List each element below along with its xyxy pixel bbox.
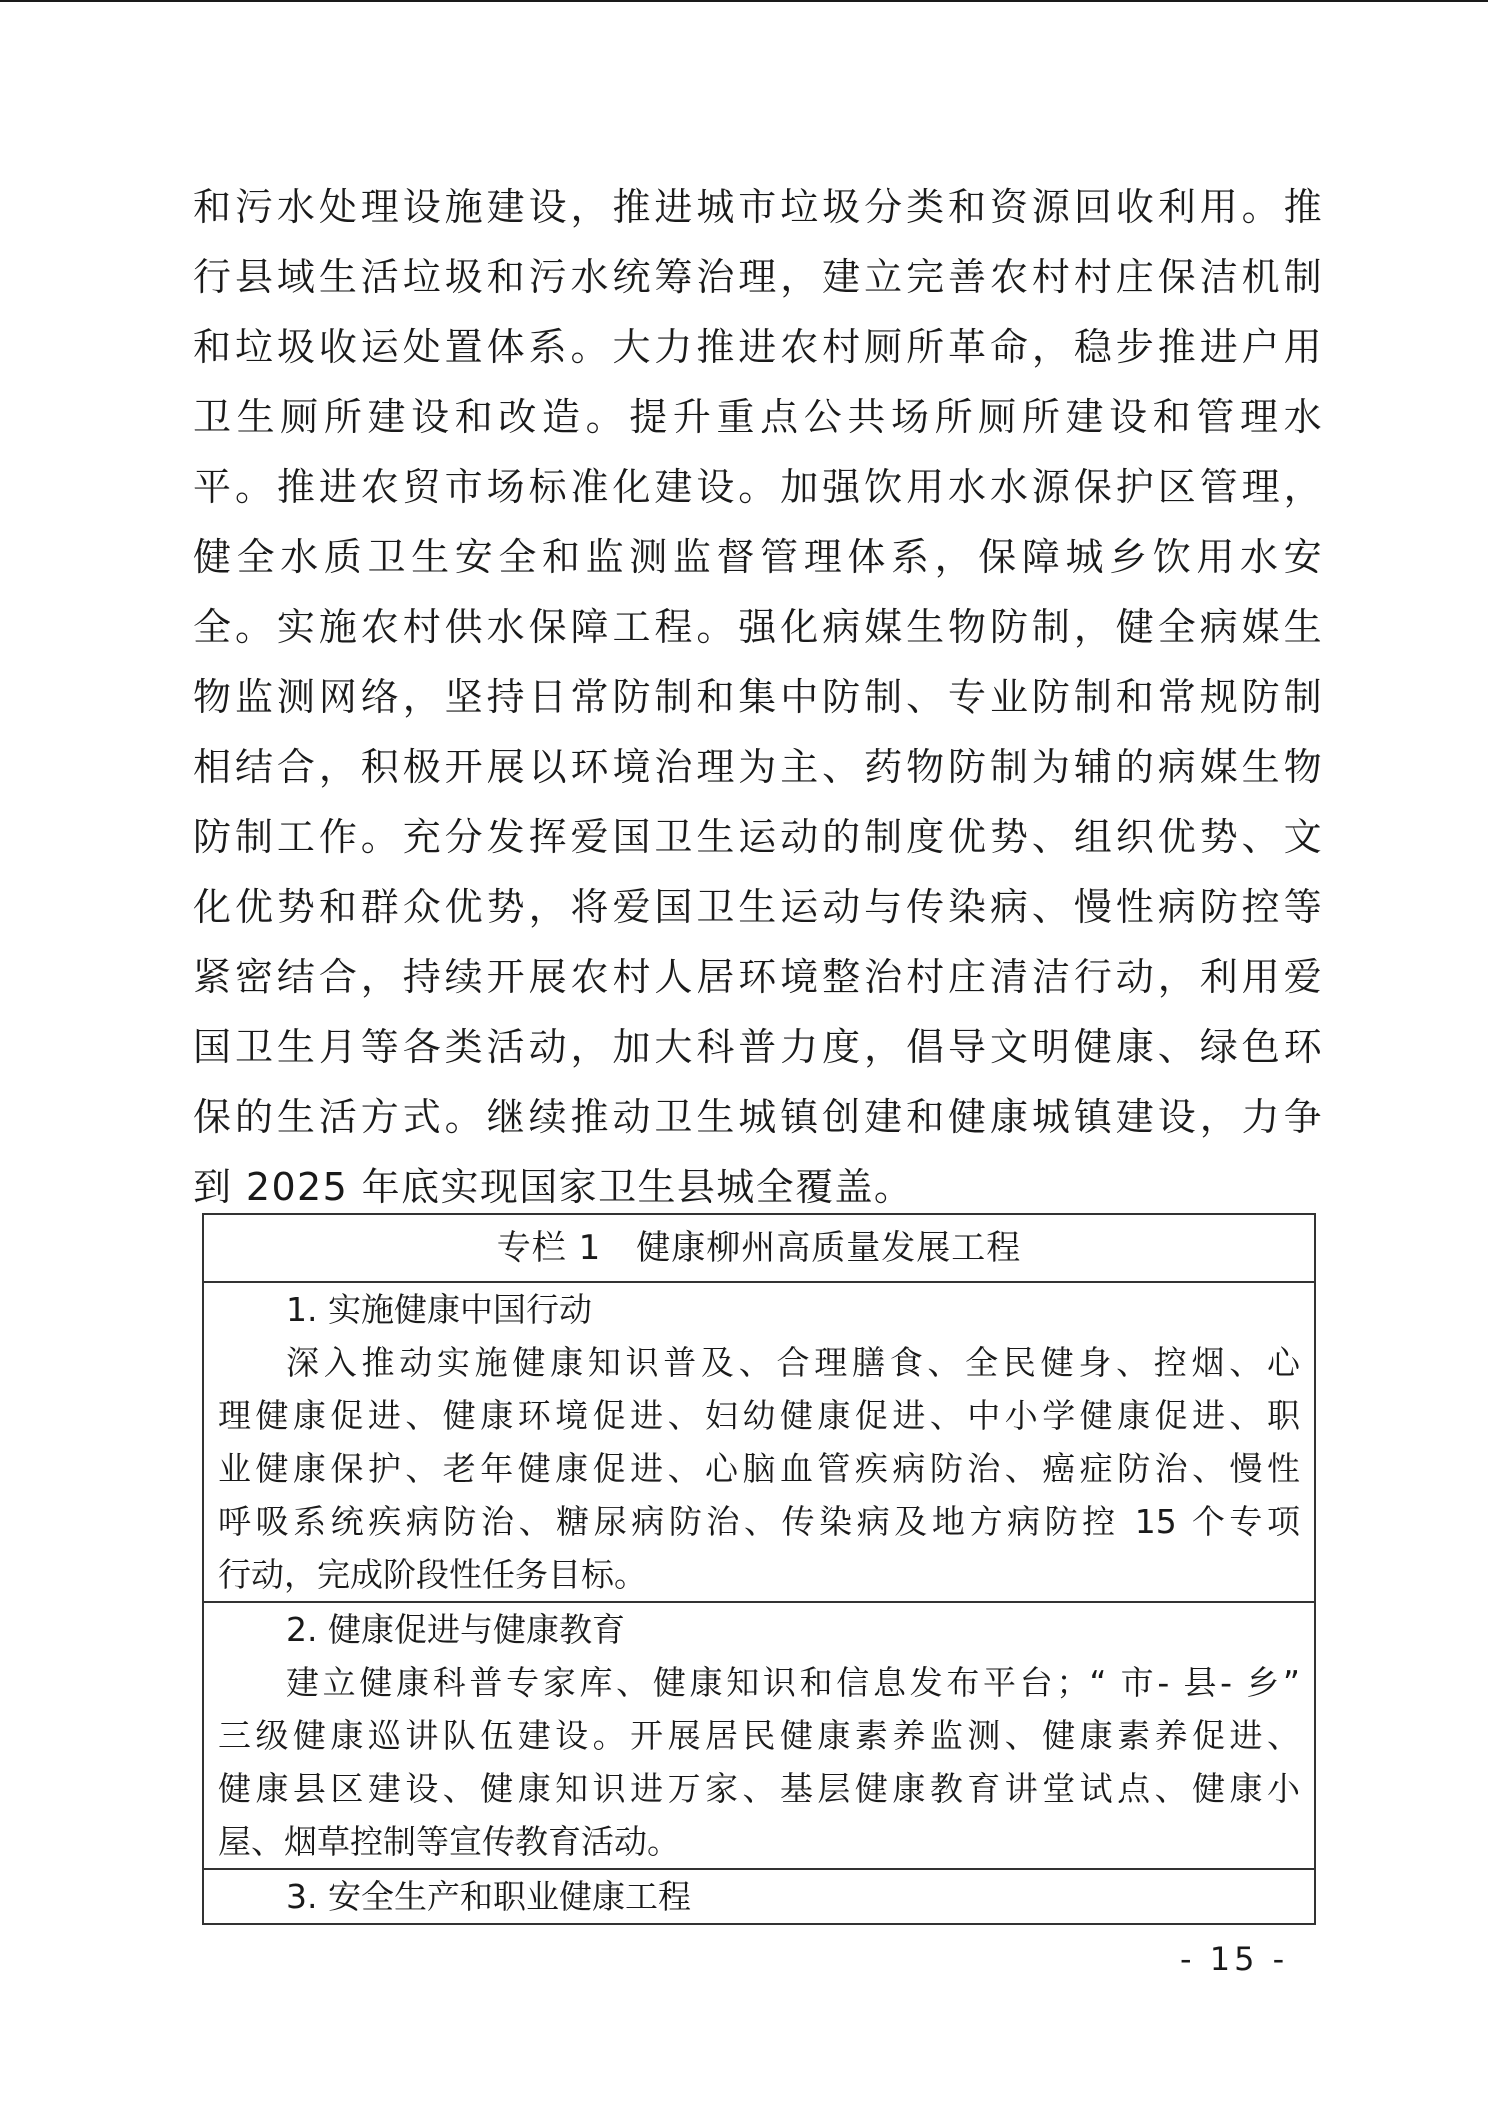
paragraph-line: 和污水处理设施建设，推进城市垃圾分类和资源回收利用。推 [193, 185, 1323, 229]
body-paragraph [193, 172, 1323, 1222]
section-line: 深入推动实施健康知识普及、合理膳食、全民健身、控烟、心 [286, 1343, 1300, 1382]
section-line: 行动，完成阶段性任务目标。 [218, 1555, 647, 1594]
paragraph-line: 物监测网络，坚持日常防制和集中防制、专业防制和常规防制 [193, 675, 1323, 719]
section-line: 屋、烟草控制等宣传教育活动。 [218, 1822, 680, 1861]
paragraph-line: 化优势和群众优势，将爱国卫生运动与传染病、慢性病防控等 [193, 885, 1323, 929]
section-line: 建立健康科普专家库、健康知识和信息发布平台；“ 市- 县- 乡” [286, 1663, 1300, 1702]
paragraph-line: 国卫生月等各类活动，加大科普力度，倡导文明健康、绿色环 [193, 1025, 1323, 1069]
paragraph-line: 防制工作。充分发挥爱国卫生运动的制度优势、组织优势、文 [193, 815, 1323, 859]
page-top-border [0, 0, 1488, 2]
section-heading: 3. 安全生产和职业健康工程 [286, 1877, 691, 1916]
section-heading: 1. 实施健康中国行动 [286, 1290, 592, 1329]
section-line: 三级健康巡讲队伍建设。开展居民健康素养监测、健康素养促进、 [218, 1716, 1300, 1755]
paragraph-line: 保的生活方式。继续推动卫生城镇创建和健康城镇建设，力争 [193, 1095, 1323, 1139]
paragraph-line: 平。推进农贸市场标准化建设。加强饮用水水源保护区管理， [193, 465, 1323, 509]
section-line: 健康县区建设、健康知识进万家、基层健康教育讲堂试点、健康小 [218, 1769, 1300, 1808]
page-number: - 15 - [1180, 1940, 1289, 1978]
section-line: 理健康促进、健康环境促进、妇幼健康促进、中小学健康促进、职 [218, 1396, 1300, 1435]
section-line: 呼吸系统疾病防治、糖尿病防治、传染病及地方病防控 15 个专项 [218, 1502, 1300, 1541]
paragraph-line: 卫生厕所建设和改造。提升重点公共场所厕所建设和管理水 [193, 395, 1323, 439]
column-section-3 [204, 1868, 1314, 1923]
column-title: 专栏 1 健康柳州高质量发展工程 [204, 1215, 1314, 1283]
special-column-box [202, 1213, 1316, 1925]
paragraph-line: 行县域生活垃圾和污水统筹治理，建立完善农村村庄保洁机制 [193, 255, 1323, 299]
paragraph-line: 健全水质卫生安全和监测监督管理体系，保障城乡饮用水安 [193, 535, 1323, 579]
column-section-2 [204, 1601, 1314, 1868]
paragraph-line: 紧密结合，持续开展农村人居环境整治村庄清洁行动，利用爱 [193, 955, 1323, 999]
column-section-1 [204, 1283, 1314, 1601]
section-body [218, 1336, 1300, 1601]
section-heading: 2. 健康促进与健康教育 [286, 1610, 625, 1649]
paragraph-line: 相结合，积极开展以环境治理为主、药物防制为辅的病媒生物 [193, 745, 1323, 789]
paragraph-line: 到 2025 年底实现国家卫生县城全覆盖。 [193, 1165, 914, 1209]
section-body [218, 1656, 1300, 1868]
section-line: 业健康保护、老年健康促进、心脑血管疾病防治、癌症防治、慢性 [218, 1449, 1300, 1488]
paragraph-line: 全。实施农村供水保障工程。强化病媒生物防制，健全病媒生 [193, 605, 1323, 649]
paragraph-line: 和垃圾收运处置体系。大力推进农村厕所革命，稳步推进户用 [193, 325, 1323, 369]
